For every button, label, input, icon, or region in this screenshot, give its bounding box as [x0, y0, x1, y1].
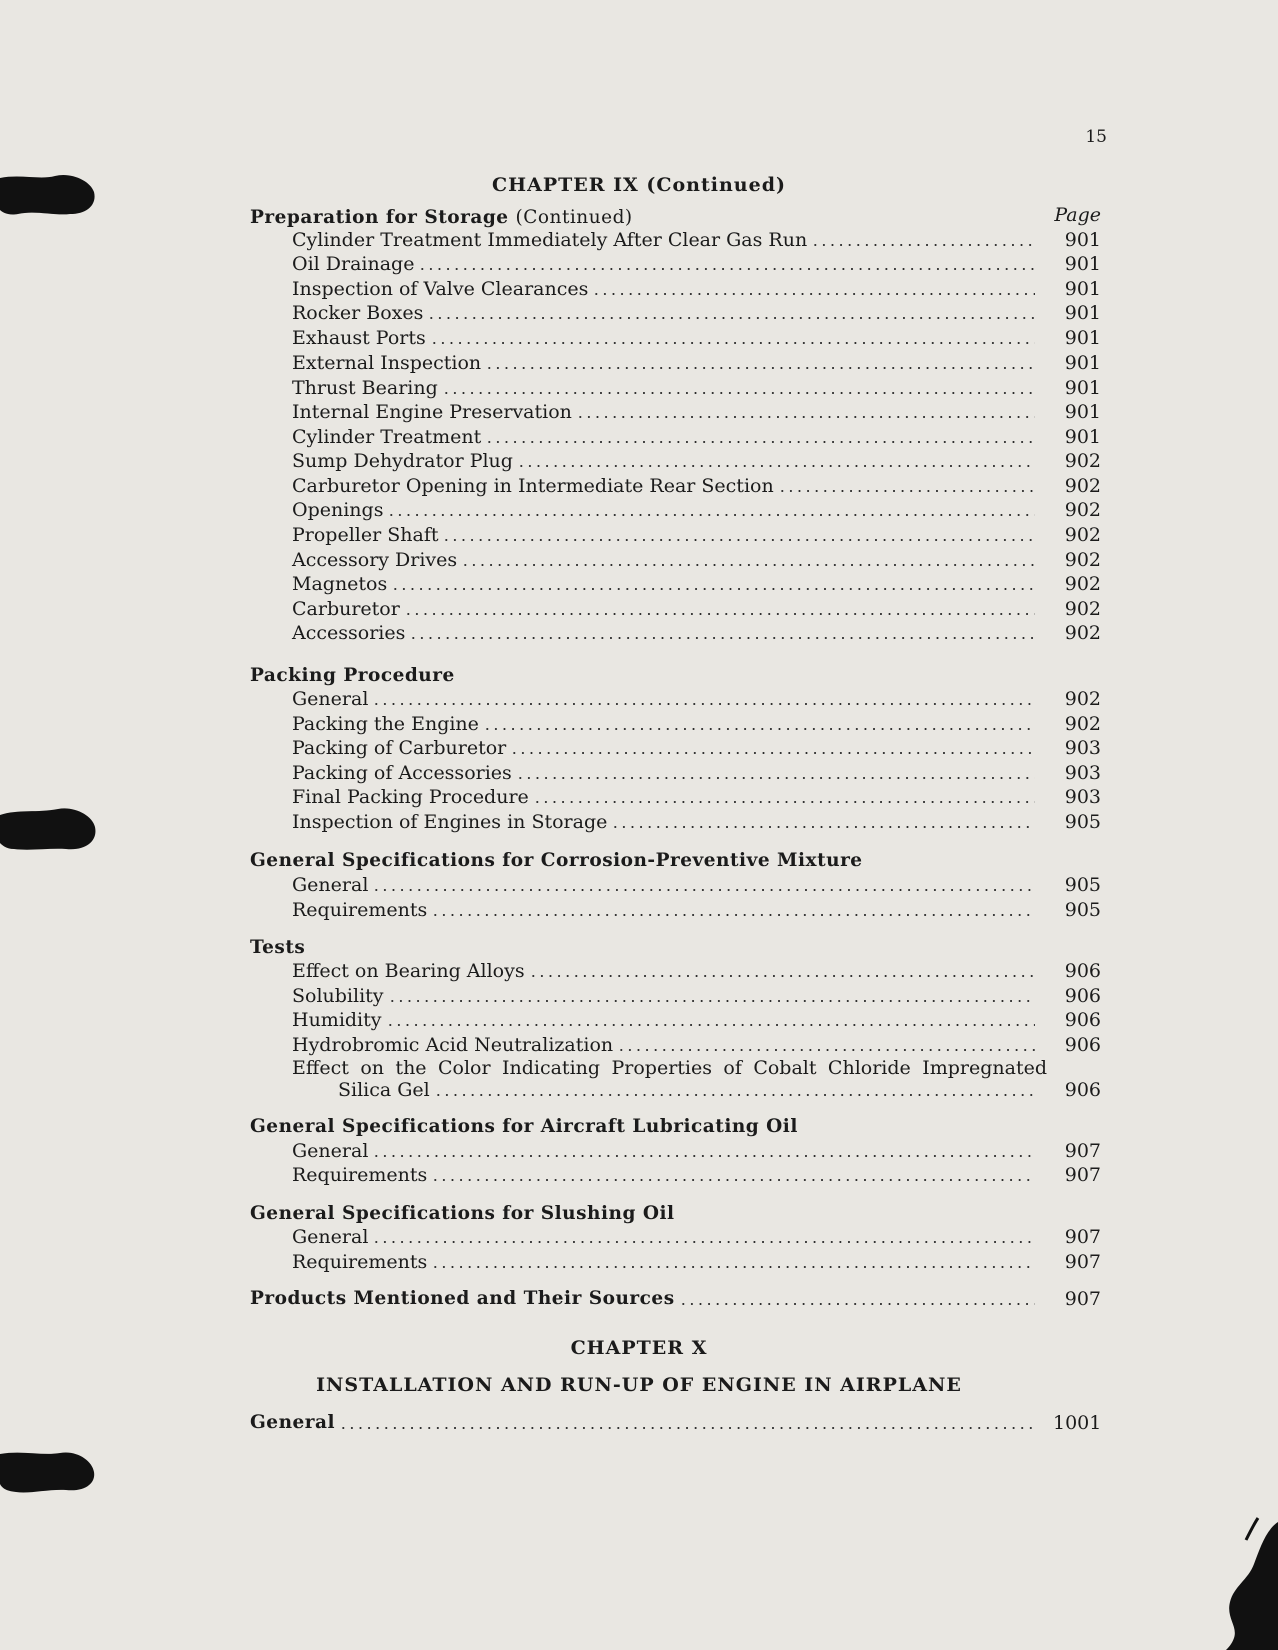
dot-leader: [372, 703, 1035, 705]
toc-entry-products[interactable]: [250, 1286, 1101, 1310]
entry-page: 902: [1064, 524, 1101, 546]
entry-label-line1: Effect on the Color Indicating Properties of Cobalt Chloride Impregnated: [292, 1057, 1047, 1079]
section-heading-corrosion: General Specifications for Corrosion-Preventive Mixture: [250, 850, 863, 871]
dot-leader: [516, 777, 1035, 779]
toc-entry[interactable]: [292, 596, 1101, 620]
section-heading-storage: [250, 207, 633, 228]
entry-label: Accessories: [292, 622, 406, 644]
page-number: 15: [1085, 127, 1107, 147]
dot-leader: [576, 416, 1035, 418]
chapter-ix-continued: (Continued): [646, 174, 786, 196]
dot-leader: [431, 1179, 1035, 1181]
toc-entry[interactable]: [292, 325, 1101, 349]
toc-entry[interactable]: [292, 251, 1101, 275]
toc-entry[interactable]: [292, 227, 1101, 251]
entry-label: Requirements: [292, 1251, 428, 1273]
toc-entry[interactable]: [292, 1032, 1101, 1056]
entry-label: Rocker Boxes: [292, 302, 424, 324]
dot-leader: [431, 1266, 1035, 1268]
dot-leader: [592, 293, 1035, 295]
entry-page: 907: [1064, 1288, 1101, 1310]
entry-label: Openings: [292, 499, 384, 521]
entry-label: Packing of Accessories: [292, 762, 512, 784]
entry-page: 906: [1064, 985, 1101, 1007]
dot-leader: [811, 244, 1035, 246]
entry-page: 902: [1064, 475, 1101, 497]
entry-page: 902: [1064, 549, 1101, 571]
entry-label: Effect on Bearing Alloys: [292, 960, 525, 982]
entry-label: Packing of Carburetor: [292, 737, 507, 759]
entry-page: 905: [1064, 874, 1101, 896]
entry-page: 903: [1064, 786, 1101, 808]
entry-label: General: [292, 688, 369, 710]
entry-page: 901: [1064, 229, 1101, 251]
entry-page: 901: [1064, 327, 1101, 349]
entry-page: 901: [1064, 302, 1101, 324]
section-heading-slushing: General Specifications for Slushing Oil: [250, 1203, 675, 1224]
entry-page: 902: [1064, 713, 1101, 735]
dot-leader: [386, 1024, 1035, 1026]
chapter-ix-title: CHAPTER IX: [492, 174, 639, 196]
dot-leader: [529, 975, 1035, 977]
entry-page: 903: [1064, 762, 1101, 784]
entry-page: 901: [1064, 253, 1101, 275]
entry-page: 907: [1064, 1226, 1101, 1248]
dot-leader: [391, 588, 1035, 590]
toc-entry[interactable]: [292, 448, 1101, 472]
toc-entry[interactable]: [292, 1162, 1101, 1186]
toc-entry[interactable]: [292, 375, 1101, 399]
entry-label: General: [250, 1412, 336, 1433]
entry-label: Inspection of Valve Clearances: [292, 278, 589, 300]
binder-hole-bottom: [0, 1448, 96, 1498]
section-heading-lubricating: General Specifications for Aircraft Lubricating Oil: [250, 1116, 798, 1137]
entry-page: 905: [1064, 811, 1101, 833]
entry-label: Solubility: [292, 985, 384, 1007]
toc-entry-wrapped[interactable]: [292, 1057, 1101, 1101]
dot-leader: [617, 1049, 1035, 1051]
entry-label: Inspection of Engines in Storage: [292, 811, 608, 833]
entry-label: Cylinder Treatment Immediately After Clear Gas Run: [292, 229, 808, 251]
entry-label: Carburetor Opening in Intermediate Rear Section: [292, 475, 774, 497]
dot-leader: [372, 1241, 1035, 1243]
entry-label: Magnetos: [292, 573, 388, 595]
toc-entry[interactable]: [292, 620, 1101, 644]
toc-entry[interactable]: [292, 1249, 1101, 1273]
dot-leader: [430, 342, 1035, 344]
entry-page: 901: [1064, 401, 1101, 423]
entry-page: 902: [1064, 598, 1101, 620]
toc-entry[interactable]: [292, 897, 1101, 921]
toc-entry[interactable]: [292, 760, 1101, 784]
entry-label: General: [292, 874, 369, 896]
entry-page: 901: [1064, 352, 1101, 374]
entry-label: Carburetor: [292, 598, 400, 620]
entry-label: Requirements: [292, 899, 428, 921]
page-column-label: Page: [1054, 204, 1101, 226]
dot-leader: [409, 637, 1035, 639]
toc-entry[interactable]: [292, 522, 1101, 546]
section-heading-tests: Tests: [250, 937, 306, 958]
section-continued: (Continued): [515, 207, 633, 228]
entry-label: Packing the Engine: [292, 713, 479, 735]
toc-entry[interactable]: [292, 276, 1101, 300]
entry-label: Cylinder Treatment: [292, 426, 482, 448]
entry-page: 901: [1064, 426, 1101, 448]
dot-leader: [517, 465, 1035, 467]
toc-entry[interactable]: [292, 424, 1101, 448]
entry-label-line2-row: [292, 1079, 1101, 1101]
dot-leader: [404, 613, 1035, 615]
entry-page: 1001: [1053, 1412, 1102, 1434]
toc-entry[interactable]: [292, 547, 1101, 571]
torn-corner: [1138, 1510, 1278, 1650]
dot-leader: [483, 728, 1035, 730]
entry-page: 902: [1064, 622, 1101, 644]
toc-entry[interactable]: [292, 399, 1101, 423]
dot-leader: [442, 539, 1035, 541]
dot-leader: [533, 801, 1035, 803]
section-heading-packing: Packing Procedure: [250, 665, 455, 686]
entry-page: 902: [1064, 499, 1101, 521]
dot-leader: [611, 826, 1035, 828]
toc-entry-chapter-x-general[interactable]: [250, 1410, 1101, 1434]
toc-entry[interactable]: [292, 571, 1101, 595]
entry-label: Thrust Bearing: [292, 377, 438, 399]
entry-label: Oil Drainage: [292, 253, 415, 275]
toc-entry[interactable]: [292, 958, 1101, 982]
dot-leader: [510, 752, 1035, 754]
entry-page: 902: [1064, 688, 1101, 710]
entry-page: 906: [1064, 1009, 1101, 1031]
entry-page: 901: [1064, 278, 1101, 300]
toc-entry[interactable]: [292, 350, 1101, 374]
entry-page: 901: [1064, 377, 1101, 399]
toc-entry[interactable]: [292, 473, 1101, 497]
entry-page: 902: [1064, 450, 1101, 472]
toc-entry[interactable]: [292, 300, 1101, 324]
entry-page: 906: [1064, 960, 1101, 982]
entry-page: 906: [1064, 1034, 1101, 1056]
dot-leader: [431, 914, 1035, 916]
toc-entry[interactable]: [292, 872, 1101, 896]
dot-leader: [442, 392, 1035, 394]
toc-entry[interactable]: [292, 1007, 1101, 1031]
entry-label: General: [292, 1226, 369, 1248]
toc-entry[interactable]: [292, 1138, 1101, 1162]
toc-entry[interactable]: [292, 711, 1101, 735]
dot-leader: [339, 1427, 1035, 1429]
entry-label: Internal Engine Preservation: [292, 401, 572, 423]
section-title: Preparation for Storage: [250, 207, 509, 228]
entry-page: 902: [1064, 573, 1101, 595]
dot-leader: [434, 1094, 1035, 1096]
dot-leader: [387, 514, 1035, 516]
entry-page: 906: [1064, 1079, 1101, 1101]
entry-page: 903: [1064, 737, 1101, 759]
chapter-x-heading: CHAPTER X: [570, 1337, 708, 1359]
dot-leader: [485, 367, 1035, 369]
entry-label: Products Mentioned and Their Sources: [250, 1288, 675, 1309]
toc-entry[interactable]: [292, 809, 1101, 833]
chapter-x-subtitle: INSTALLATION AND RUN-UP OF ENGINE IN AIRPLANE: [316, 1374, 962, 1396]
dot-leader: [372, 889, 1035, 891]
entry-label: Hydrobromic Acid Neutralization: [292, 1034, 614, 1056]
chapter-ix-heading: [0, 174, 1278, 196]
entry-label: External Inspection: [292, 352, 482, 374]
entry-label: Sump Dehydrator Plug: [292, 450, 513, 472]
dot-leader: [372, 1155, 1035, 1157]
toc-entry[interactable]: [292, 983, 1101, 1007]
entry-page: 907: [1064, 1140, 1101, 1162]
entry-page: 907: [1064, 1251, 1101, 1273]
entry-label: Exhaust Ports: [292, 327, 426, 349]
toc-entry[interactable]: [292, 686, 1101, 710]
dot-leader: [388, 1000, 1035, 1002]
dot-leader: [461, 564, 1035, 566]
binder-hole-middle: [0, 805, 96, 855]
entry-label: Requirements: [292, 1164, 428, 1186]
entry-page: 905: [1064, 899, 1101, 921]
toc-entry[interactable]: [292, 784, 1101, 808]
toc-entry[interactable]: [292, 1224, 1101, 1248]
dot-leader: [418, 268, 1035, 270]
toc-entry[interactable]: [292, 497, 1101, 521]
entry-label-line2: Silica Gel: [338, 1079, 430, 1101]
entry-label: Final Packing Procedure: [292, 786, 529, 808]
dot-leader: [485, 441, 1035, 443]
dot-leader: [679, 1303, 1035, 1305]
dot-leader: [427, 317, 1035, 319]
entry-label: Accessory Drives: [292, 549, 458, 571]
dot-leader: [778, 490, 1035, 492]
entry-label: Humidity: [292, 1009, 382, 1031]
toc-entry[interactable]: [292, 735, 1101, 759]
entry-label: General: [292, 1140, 369, 1162]
entry-label: Propeller Shaft: [292, 524, 439, 546]
entry-page: 907: [1064, 1164, 1101, 1186]
